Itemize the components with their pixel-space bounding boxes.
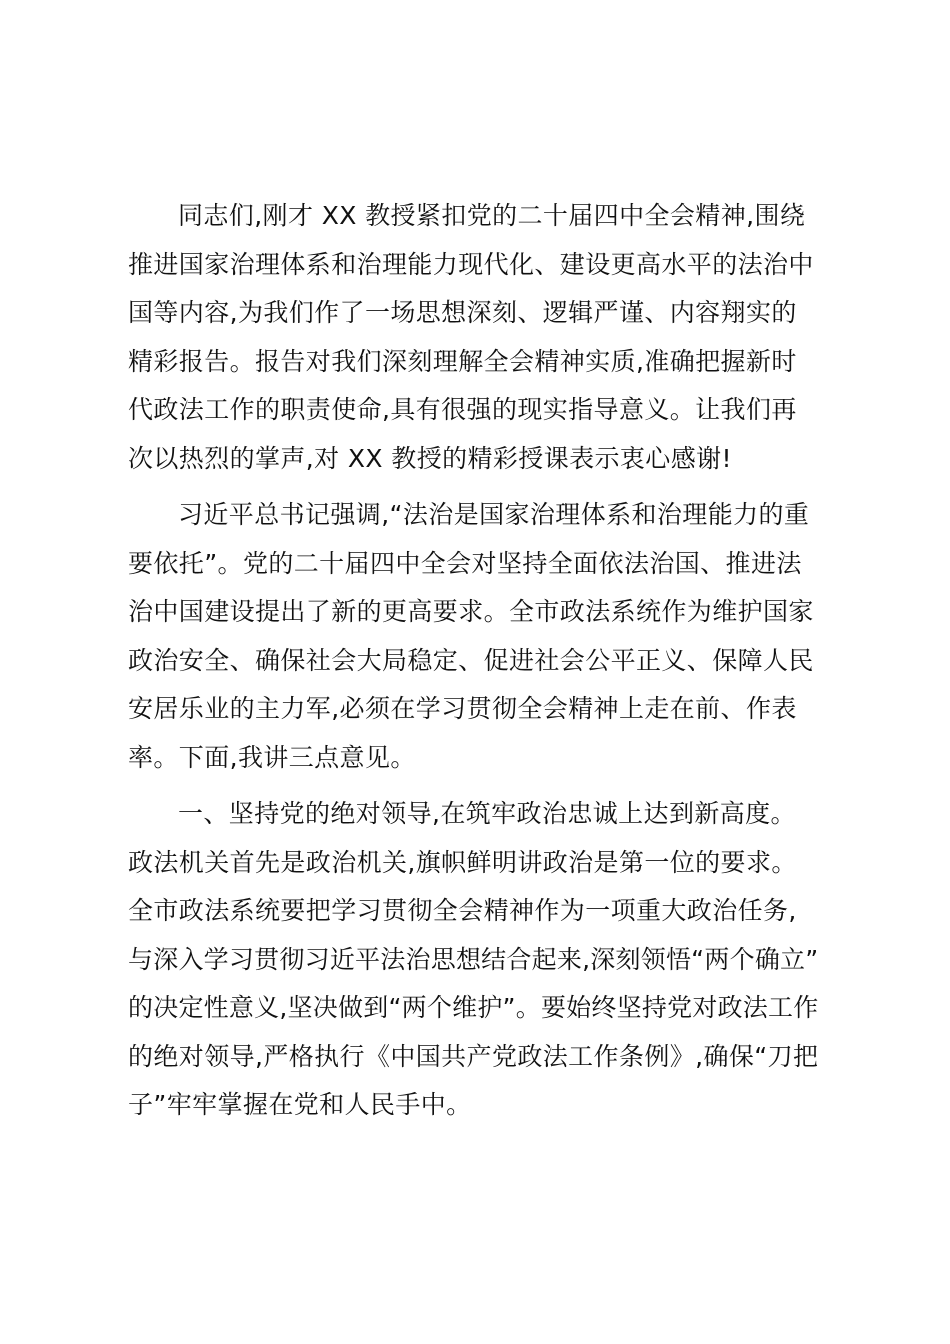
text-line: 同志们,刚才 XX 教授紧扣党的二十届四中全会精神,围绕 [178,201,806,230]
text-line: 次以热烈的掌声,对 XX 教授的精彩授课表示衷心感谢! [128,443,732,473]
text-line: 与深入学习贯彻习近平法治思想结合起来,深刻领悟“两个确立” [128,944,819,974]
text-line: 政法机关首先是政治机关,旗帜鲜明讲政治是第一位的要求。 [128,847,797,877]
text-line: 治中国建设提出了新的更高要求。全市政法系统作为维护国家 [128,597,814,626]
text-line: 推进国家治理体系和治理能力现代化、建设更高水平的法治中 [128,249,814,279]
document-body [128,192,818,1130]
paragraph-thanks [128,192,818,483]
text-line: 的绝对领导,严格执行《中国共产党政法工作条例》,确保“刀把 [128,1041,819,1071]
text-line: 政治安全、确保社会大局稳定、促进社会公平正义、保障人民 [128,645,814,675]
paragraph-introduction [128,491,818,782]
text-line: 国等内容,为我们作了一场思想深刻、逻辑严谨、内容翔实的 [128,298,797,327]
text-line: 要依托”。党的二十届四中全会对坚持全面依法治国、推进法 [128,548,802,578]
text-line: 子”牢牢掌握在党和人民手中。 [128,1090,472,1119]
text-line: 代政法工作的职责使命,具有很强的现实指导意义。让我们再 [128,395,797,424]
paragraph-point-one [128,790,818,1130]
text-line: 精彩报告。报告对我们深刻理解全会精神实质,准确把握新时 [128,346,797,376]
text-line: 的决定性意义,坚决做到“两个维护”。要始终坚持党对政法工作 [128,993,819,1022]
text-line: 率。下面,我讲三点意见。 [128,742,416,772]
text-line: 习近平总书记强调,“法治是国家治理体系和治理能力的重 [178,500,810,529]
text-line: 全市政法系统要把学习贯彻全会精神作为一项重大政治任务, [128,896,797,925]
text-line: 安居乐业的主力军,必须在学习贯彻全会精神上走在前、作表 [128,694,797,723]
section-heading-line: 一、坚持党的绝对领导,在筑牢政治忠诚上达到新高度。 [178,799,796,828]
